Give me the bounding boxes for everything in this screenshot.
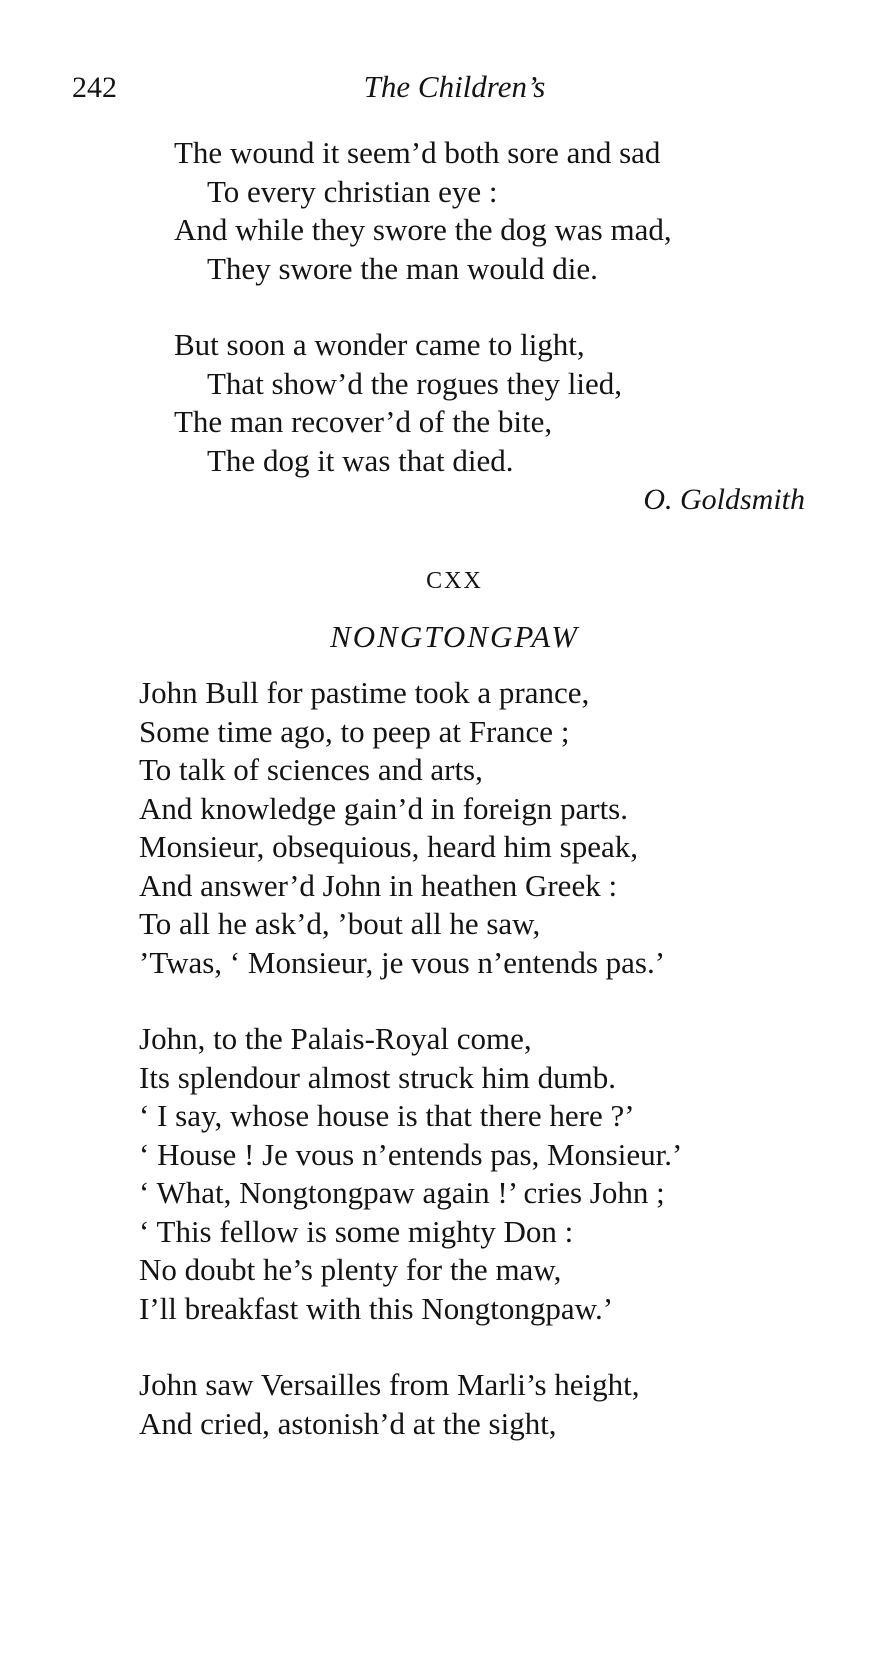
verse-line: ‘ I say, whose house is that there here ?’ (139, 1098, 635, 1133)
stanza-previous-2 (174, 326, 622, 480)
page-number: 242 (72, 71, 117, 104)
verse-line: ‘ What, Nongtongpaw again !’ cries John ; (139, 1175, 665, 1210)
author-attribution: O. Goldsmith (643, 483, 805, 516)
stanza-next-1 (139, 674, 665, 982)
stanza-next-3 (139, 1366, 640, 1443)
verse-line: John Bull for pastime took a prance, (139, 675, 590, 710)
verse-line: And while they swore the dog was mad, (174, 212, 672, 247)
stanza-previous-1 (174, 134, 672, 288)
verse-line: And knowledge gain’d in foreign parts. (139, 790, 628, 826)
verse-line: John, to the Palais-Royal come, (139, 1021, 532, 1056)
poem-title: NONGTONGPAW (330, 619, 579, 654)
verse-line: The man recover’d of the bite, (174, 404, 553, 439)
verse-line: John saw Versailles from Marli’s height, (139, 1367, 640, 1402)
section-number: CXX (426, 568, 483, 594)
verse-line: Some time ago, to peep at France ; (139, 713, 570, 749)
verse-line: They swore the man would die. (207, 250, 598, 286)
verse-line: Monsieur, obsequious, heard him speak, (139, 829, 638, 864)
verse-line: ‘ This fellow is some mighty Don : (139, 1213, 574, 1249)
verse-line: Its splendour almost struck him dumb. (139, 1059, 617, 1095)
verse-line: The dog it was that died. (207, 442, 514, 478)
stanza-next-2 (139, 1020, 682, 1328)
verse-line: To all he ask’d, ’bout all he saw, (139, 906, 541, 941)
verse-line: To every christian eye : (207, 173, 498, 209)
verse-line: But soon a wonder came to light, (174, 327, 585, 362)
running-title: The Children’s (363, 69, 546, 104)
verse-line: And answer’d John in heathen Greek : (139, 867, 618, 903)
verse-line: To talk of sciences and arts, (139, 752, 483, 787)
verse-line: I’ll breakfast with this Nongtongpaw.’ (139, 1290, 614, 1326)
verse-line: The wound it seem’d both sore and sad (174, 135, 661, 170)
verse-line: No doubt he’s plenty for the maw, (139, 1252, 562, 1287)
verse-line: And cried, astonish’d at the sight, (139, 1405, 557, 1441)
verse-line: That show’d the rogues they lied, (207, 365, 622, 401)
verse-line: ’Twas, ‘ Monsieur, je vous n’entends pas.’ (139, 944, 666, 980)
verse-line: ‘ House ! Je vous n’entends pas, Monsieur.’ (139, 1136, 683, 1172)
